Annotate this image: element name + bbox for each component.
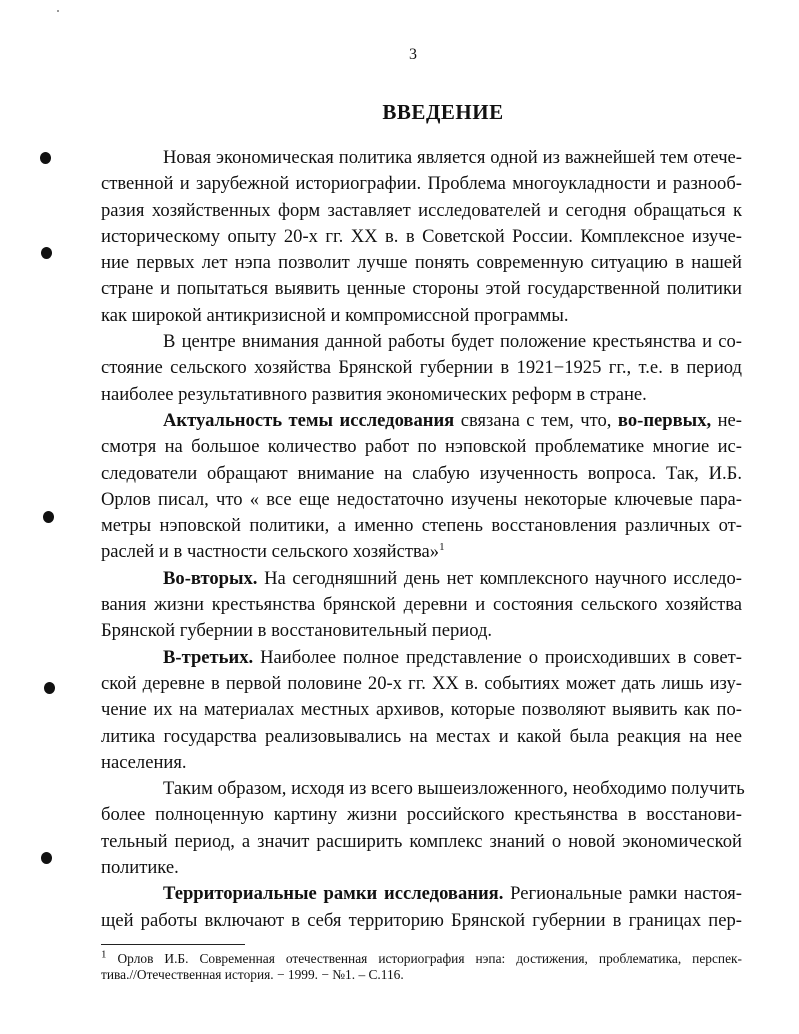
paragraph-line: [101, 250, 742, 276]
footnote-text: Орлов И.Б. Современная отечественная историография нэпа: достижения, проблематика, перспек-: [117, 951, 742, 966]
punch-hole-mark: [41, 852, 52, 864]
text-run: щей работы включают в себя территорию Брянской губернии в границах пер-: [101, 909, 742, 931]
text-run: политике.: [101, 857, 179, 879]
bold-text: во-первых,: [617, 409, 712, 431]
text-run: не-: [711, 409, 742, 431]
paragraph-line: [101, 145, 742, 171]
paragraph-line: [101, 724, 742, 750]
footnote-reference: 1: [439, 541, 445, 554]
text-run: населения.: [101, 751, 187, 773]
punch-hole-mark: [44, 682, 55, 694]
footnote-marker: 1: [101, 948, 107, 961]
paragraph-line: [101, 198, 742, 224]
paragraph-line: [101, 539, 742, 565]
text-run: литика государства реализовывались на местах и какой была реакция на нее: [101, 725, 742, 747]
text-run: метры нэповской политики, а именно степень восстановления различных от-: [101, 515, 742, 537]
text-run: более полноценную картину жизни российского крестьянства в восстанови-: [101, 804, 742, 826]
section-title: ВВЕДЕНИЕ: [382, 100, 504, 124]
bold-text: Актуальность темы исследования: [163, 409, 455, 431]
paragraph-line: [101, 224, 742, 250]
punch-hole-mark: [43, 511, 54, 523]
paragraph-line: [101, 802, 742, 828]
text-run: Брянской губернии в восстановительный период.: [101, 620, 493, 642]
paragraph-line: [101, 276, 742, 302]
paragraph-line: [101, 829, 742, 855]
paragraph-line: [101, 645, 742, 671]
paragraph-line: [101, 750, 742, 776]
text-run: ской деревне в первой половине 20-х гг. XX в. событиях может дать лишь изу-: [101, 672, 742, 694]
text-run: Региональные рамки настоя-: [503, 883, 742, 905]
paragraph-line: [101, 592, 742, 618]
paragraph-line: [101, 434, 742, 460]
text-run: чение их на материалах местных архивов, которые позволяют выявить как по-: [101, 699, 742, 721]
paragraph-line: [101, 566, 742, 592]
text-run: Таким образом, исходя из всего вышеизложенного, необходимо получить: [163, 778, 745, 800]
bold-text: В-третьих.: [163, 646, 254, 668]
text-run: Орлов писал, что « все еще недостаточно изучены некоторые ключевые пара-: [101, 488, 742, 510]
text-run: стояние сельского хозяйства Брянской губернии в 1921−1925 гг., т.е. в период: [101, 357, 742, 379]
paragraph-line: [101, 513, 742, 539]
footnote-line: [101, 948, 742, 967]
paragraph-line: [101, 487, 742, 513]
footnote-line: [101, 967, 742, 983]
paragraph-line: [101, 408, 742, 434]
paragraph-line: [101, 776, 745, 802]
text-run: ственной и зарубежной историографии. Проблема многоукладности и разнооб-: [101, 173, 742, 195]
paragraph-line: [101, 881, 742, 907]
text-run: В центре внимания данной работы будет положение крестьянства и со-: [163, 331, 742, 353]
text-run: раслей и в частности сельского хозяйства»: [101, 541, 440, 563]
paragraph-line: [101, 618, 742, 644]
punch-hole-mark: [41, 247, 52, 259]
body-text: [101, 145, 745, 934]
page-number: 3: [409, 46, 417, 63]
text-run: вания жизни крестьянства брянской деревни и состояния сельского хозяйства: [101, 594, 742, 616]
paragraph-line: [101, 171, 742, 197]
text-run: ние первых лет нэпа позволит лучше понять современную ситуацию в нашей: [101, 252, 742, 274]
paragraph-line: [101, 382, 742, 408]
text-run: На сегодняшний день нет комплексного научного исследо-: [257, 567, 742, 589]
paragraph-line: [101, 355, 742, 381]
paragraph-line: [101, 855, 742, 881]
text-run: наиболее результативного развития экономических реформ в стране.: [101, 383, 647, 405]
paragraph-line: [101, 697, 742, 723]
footnote-divider: [101, 944, 245, 945]
text-run: тельный период, а значит расширить комплекс знаний о новой экономической: [101, 830, 742, 852]
text-run: Новая экономическая политика является одной из важнейшей тем отече-: [163, 147, 742, 168]
bold-text: Во-вторых.: [163, 567, 258, 589]
bold-text: Территориальные рамки исследования.: [163, 883, 504, 905]
footnote-text: тива.//Отечественная история. − 1999. − №1. – С.116.: [101, 967, 404, 982]
text-run: следователи обращают внимание на слабую изученность вопроса. Так, И.Б.: [101, 462, 742, 484]
text-run: Наиболее полное представление о происходивших в совет-: [253, 646, 742, 668]
text-run: разия хозяйственных форм заставляет исследователей и сегодня обращаться к: [101, 199, 742, 221]
text-run: смотря на большое количество работ по нэповской проблематике многие ис-: [101, 436, 742, 458]
text-run: стране и попытаться выявить ценные стороны этой государственной политики: [101, 278, 742, 300]
text-run: связана с тем, что,: [454, 409, 618, 431]
paragraph-line: [101, 329, 742, 355]
paragraph-line: [101, 671, 742, 697]
paragraph-line: [101, 908, 742, 934]
text-run: как широкой антикризисной и компромиссной программы.: [101, 304, 569, 326]
punch-hole-mark: [40, 152, 51, 164]
text-run: историческому опыту 20-х гг. XX в. в Советской России. Комплексное изуче-: [101, 225, 742, 247]
scan-mark: [57, 10, 59, 12]
paragraph-line: [101, 303, 742, 329]
footnote: [101, 948, 742, 983]
paragraph-line: [101, 461, 742, 487]
